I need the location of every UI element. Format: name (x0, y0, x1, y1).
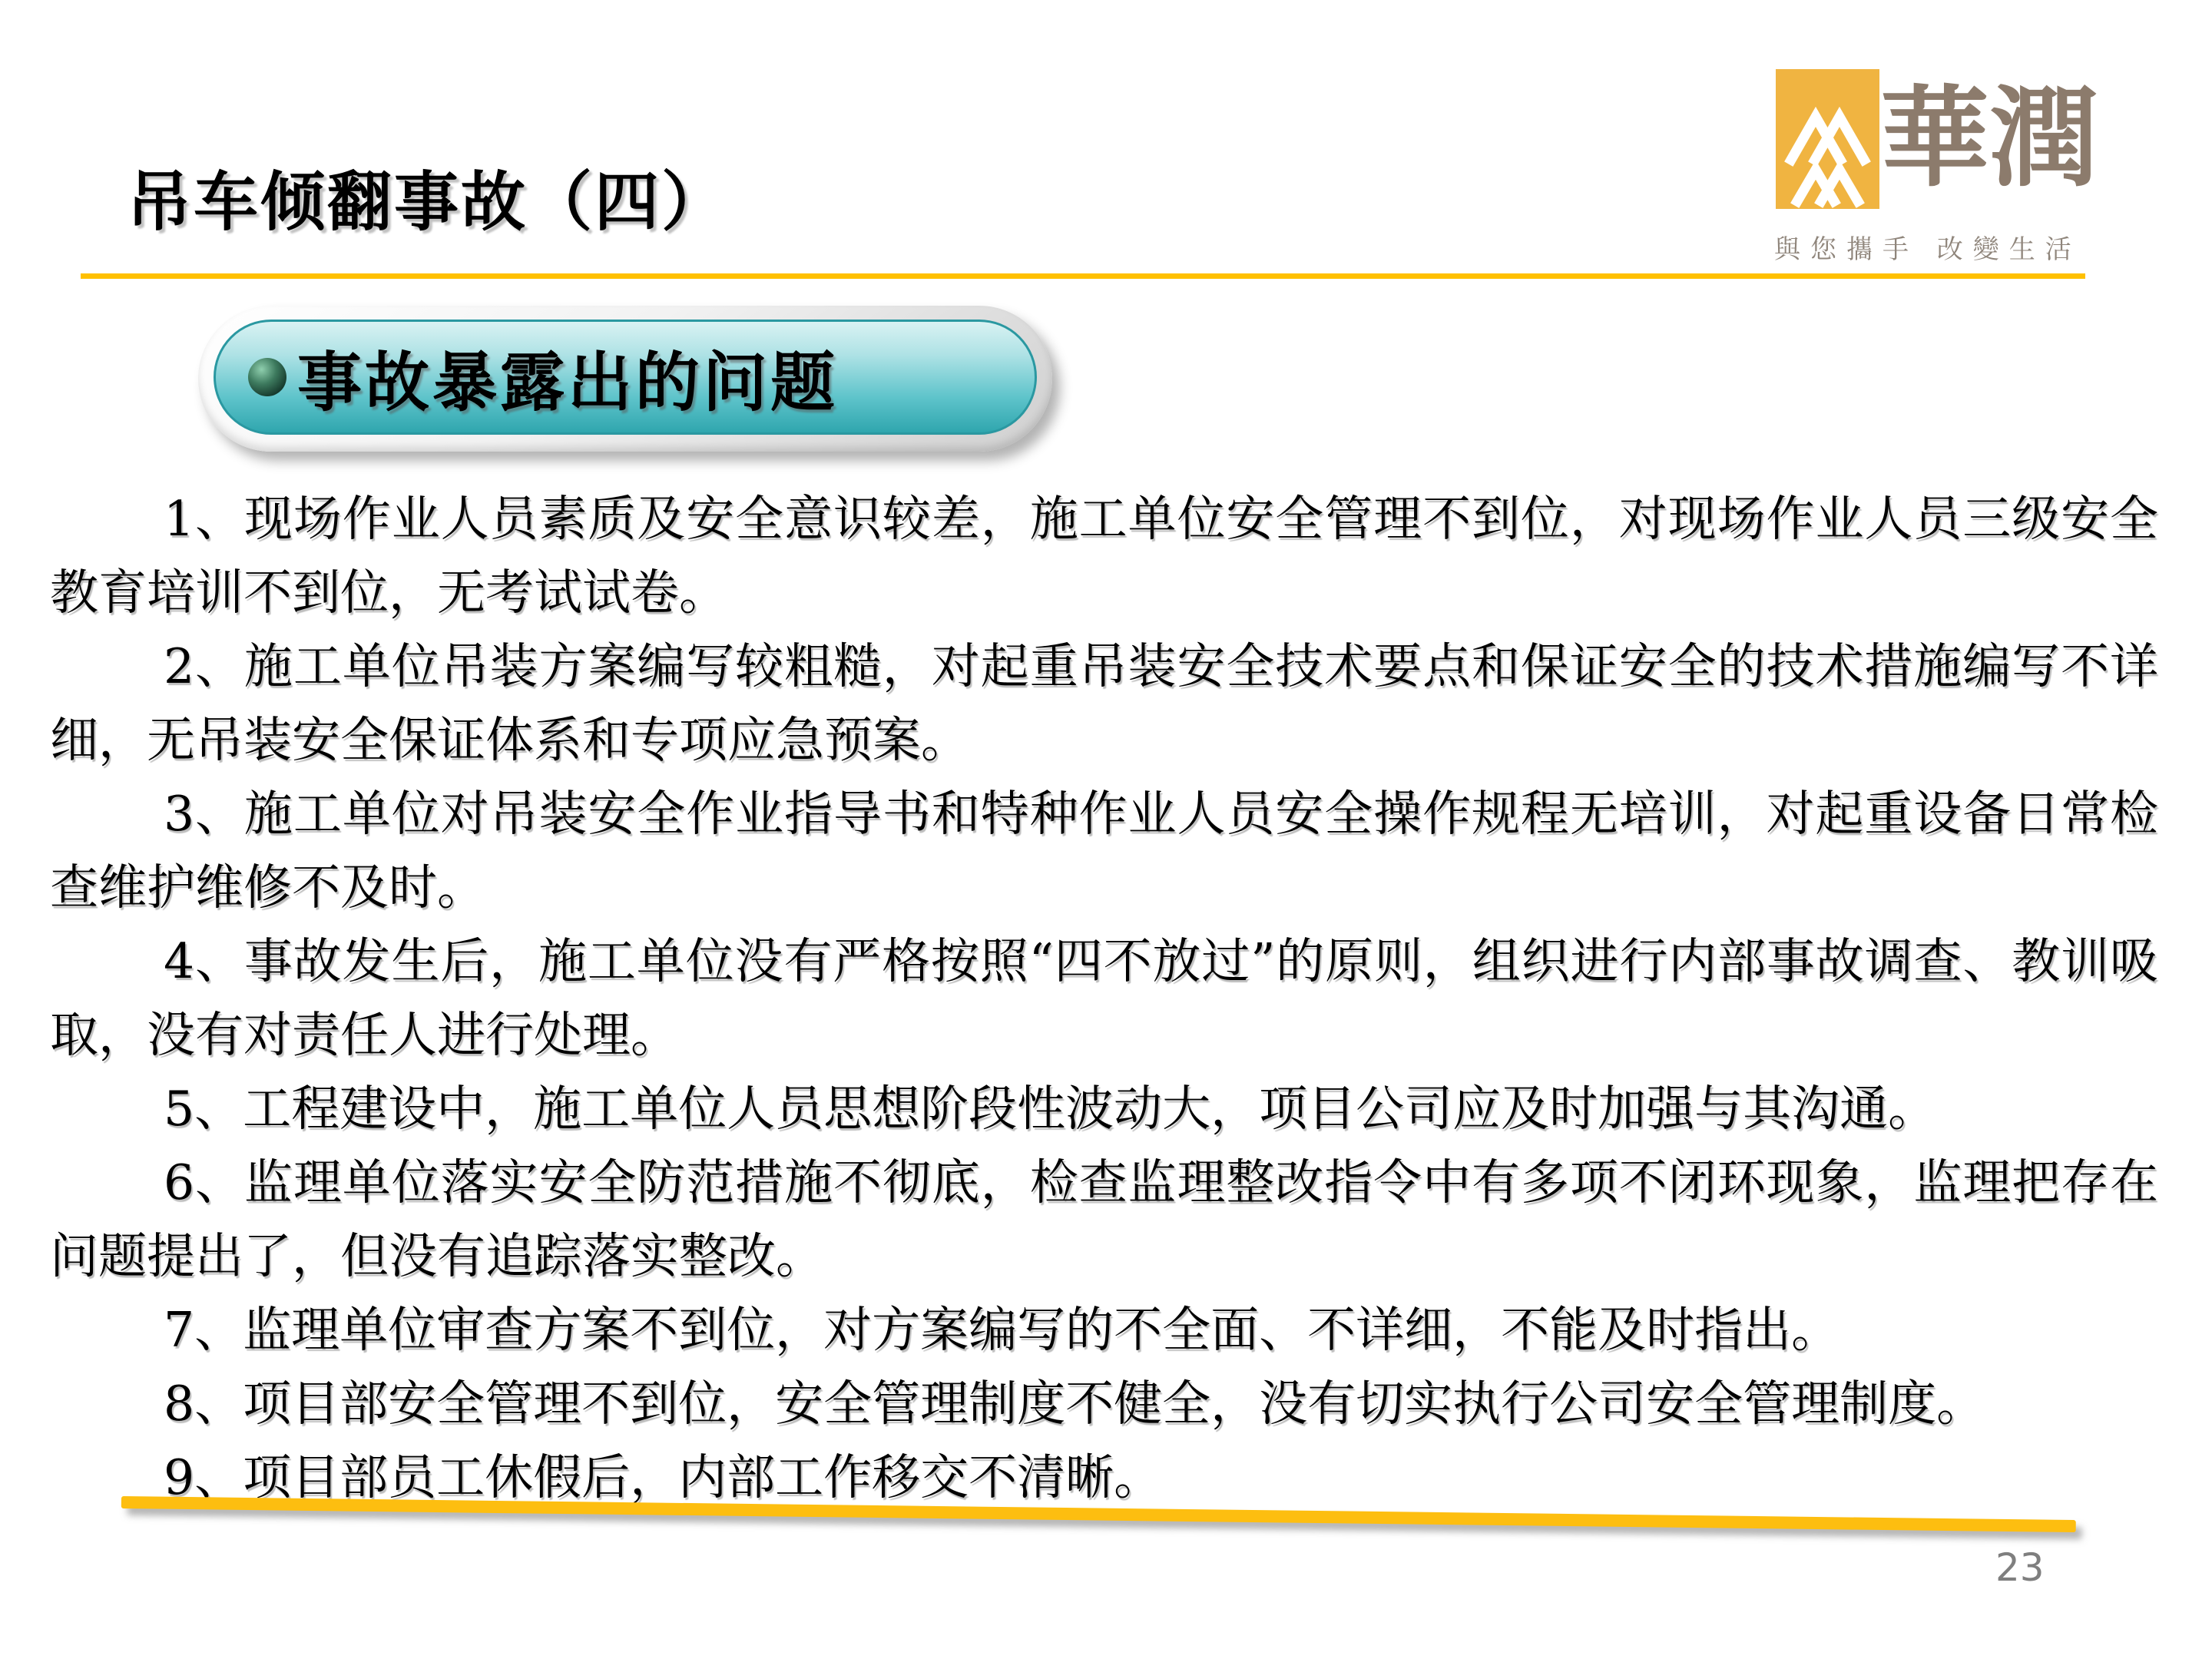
logo-brand-text: 華潤 (1880, 75, 2098, 202)
list-item: 6、监理单位落实安全防范措施不彻底，检查监理整改指令中有多项不闭环现象，监理把存在问题提出了，但没有追踪落实整改。 (50, 1154, 2158, 1284)
list-item: 4、事故发生后，施工单位没有严格按照“四不放过”的原则，组织进行内部事故调查、教训吸取，没有对责任人进行处理。 (50, 933, 2158, 1063)
section-banner (198, 306, 1052, 452)
list-item: 7、监理单位审查方案不到位，对方案编写的不全面、不详细，不能及时指出。 (164, 1302, 1840, 1358)
list-item: 5、工程建设中，施工单位人员思想阶段性波动大，项目公司应及时加强与其沟通。 (164, 1081, 1937, 1137)
logo-tagline: 與您攜手 改變生活 (1774, 234, 2081, 265)
section-banner-inner (214, 320, 1037, 435)
sphere-bullet-icon (248, 358, 286, 396)
page-title: 吊车倾翻事故（四） (127, 164, 729, 240)
list-item: 1、现场作业人员素质及安全意识较差，施工单位安全管理不到位，对现场作业人员三级安全教育培训不到位，无考试试卷。 (50, 491, 2158, 621)
problem-list (50, 482, 2158, 1515)
list-item: 8、项目部安全管理不到位，安全管理制度不健全，没有切实执行公司安全管理制度。 (164, 1376, 1985, 1432)
logo-chevron-icon (1776, 69, 1879, 209)
list-item: 9、项目部员工休假后，内部工作移交不清晰。 (164, 1449, 1163, 1505)
company-logo (1767, 65, 2098, 265)
list-item: 3、施工单位对吊装安全作业指导书和特种作业人员安全操作规程无培训，对起重设备日常检查维护维修不及时。 (50, 786, 2158, 916)
section-banner-label: 事故暴露出的问题 (297, 343, 839, 420)
list-item: 2、施工单位吊装方案编写较粗糙，对起重吊装安全技术要点和保证安全的技术措施编写不详细，无吊装安全保证体系和专项应急预案。 (50, 638, 2158, 768)
page-number: 23 (1995, 1545, 2045, 1590)
header-divider (81, 273, 2085, 279)
